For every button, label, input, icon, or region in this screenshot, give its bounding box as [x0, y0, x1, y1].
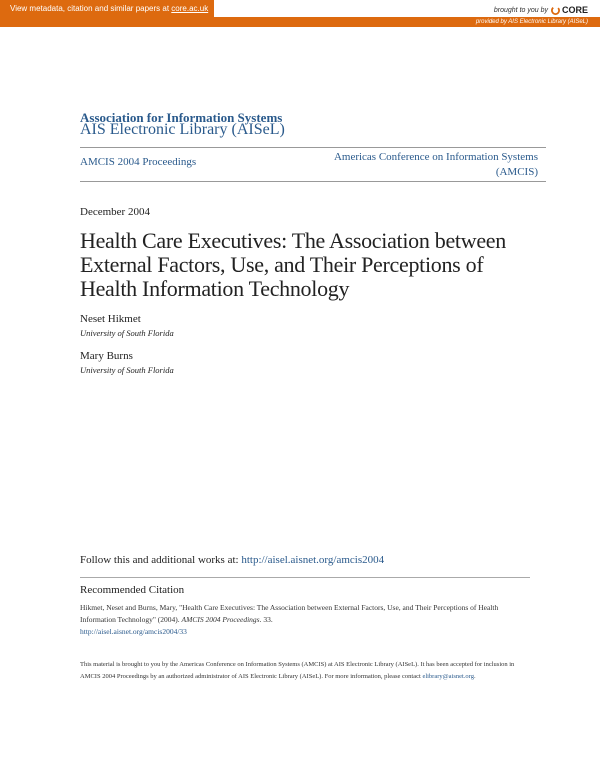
core-logo[interactable]	[551, 5, 588, 15]
metadata-text: View metadata, citation and similar papers at	[10, 4, 172, 13]
citation-link[interactable]: http://aisel.aisnet.org/amcis2004/33	[80, 627, 187, 636]
recommended-citation-heading: Recommended Citation	[80, 584, 185, 596]
paper-title: Health Care Executives: The Association between External Factors, Use, and Their Perceptions of Health Information Technology	[80, 228, 506, 301]
citation-body: Hikmet, Neset and Burns, Mary, "Health Care Executives: The Association between External Factors, Use, and Their Perceptions of Health Information Technology" (2004).	[80, 603, 499, 624]
author-name: Mary Burns	[80, 350, 133, 362]
conference-line1: Americas Conference on Information Systems	[333, 151, 538, 163]
divider	[80, 147, 546, 148]
citation-text	[80, 602, 530, 638]
notice-text: This material is brought to you by the Americas Conference on Information Systems (AMCIS) at AIS Electronic Library (AISeL). It has been accepted for inclusion in AMCIS 2004 Proceedings by an authorized administrator of AIS Electronic Library (AISeL). For more information, please contact	[80, 661, 515, 680]
conference-link[interactable]	[298, 150, 538, 180]
contact-email-link[interactable]: elibrary@aisnet.org	[422, 673, 474, 680]
association-name: Association for Information Systems	[80, 110, 283, 125]
core-icon	[551, 6, 560, 15]
follow-line	[80, 554, 384, 566]
citation-number: . 33.	[259, 615, 273, 624]
metadata-banner	[0, 0, 214, 17]
library-name[interactable]: AIS Electronic Library (AISeL)	[80, 121, 285, 138]
core-link[interactable]: core.ac.uk	[171, 4, 209, 13]
author-name: Neset Hikmet	[80, 313, 141, 325]
notice-end: .	[473, 673, 476, 680]
author-affiliation: University of South Florida	[80, 365, 174, 375]
conference-line2: (AMCIS)	[495, 166, 538, 178]
follow-text: Follow this and additional works at:	[80, 554, 242, 566]
author-affiliation: University of South Florida	[80, 328, 174, 338]
proceedings-link[interactable]: AMCIS 2004 Proceedings	[80, 156, 197, 168]
collection-link[interactable]: http://aisel.aisnet.org/amcis2004	[241, 554, 385, 566]
brought-to-you	[494, 5, 588, 15]
citation-proceedings: AMCIS 2004 Proceedings	[181, 615, 260, 624]
provided-by-text: provided by AIS Electronic Library (AISeL)	[475, 19, 588, 25]
core-label: CORE	[561, 5, 588, 15]
brought-by-text: brought to you by	[493, 6, 548, 14]
provided-by-strip	[0, 17, 600, 27]
publication-date: December 2004	[80, 206, 150, 218]
copyright-notice	[80, 659, 530, 683]
divider	[80, 577, 530, 578]
divider	[80, 181, 546, 182]
